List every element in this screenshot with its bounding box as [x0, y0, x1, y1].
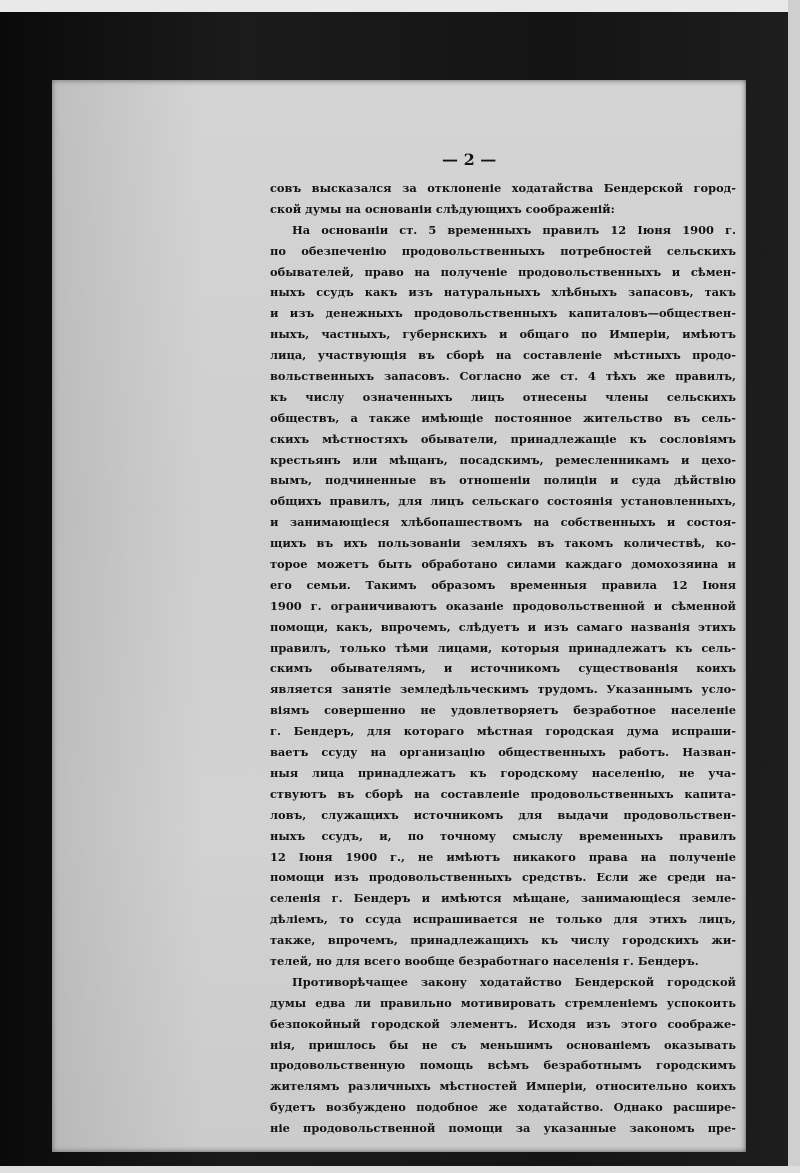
- text-line: ствуютъ въ сборѣ на составленіе продовольственныхъ капита-: [270, 786, 736, 801]
- text-line: совъ высказался за отклоненіе ходатайства Бендерской город-: [270, 181, 736, 195]
- text-line: будетъ возбуждено подобное же ходатайство. Однако расшире-: [270, 1100, 736, 1115]
- text-line: торое можетъ быть обработано силами каждаго домохозяина и: [270, 557, 736, 572]
- text-line: къ числу означенныхъ лицъ отнесены члены сельскихъ: [270, 389, 736, 404]
- text-line: обывателей, право на полученіе продовольственныхъ и сѣмен-: [270, 264, 736, 279]
- text-line: дѣліемъ, то ссуда испрашивается не только для этихъ лицъ,: [270, 912, 736, 927]
- text-line: обществъ, а также имѣющіе постоянное жительство въ сель-: [270, 410, 736, 425]
- document-page: [52, 80, 746, 1152]
- text-line: ваетъ ссуду на организацію общественныхъ работъ. Назван-: [270, 745, 736, 760]
- text-line: безпокойный городской элементъ. Исходя изъ этого соображе-: [270, 1016, 736, 1031]
- text-line: продовольственную помощь всѣмъ безработнымъ городскимъ: [270, 1058, 736, 1073]
- text-line: Противорѣчащее закону ходатайство Бендерской городской: [292, 974, 736, 989]
- text-line: помощи изъ продовольственныхъ средствъ. Если же среди на-: [270, 870, 736, 885]
- text-line: помощи, какъ, впрочемъ, слѣдуетъ и изъ самаго названія этихъ: [270, 619, 736, 634]
- text-line: общихъ правилъ, для лицъ сельскаго состоянія установленныхъ,: [270, 494, 736, 509]
- text-line: также, впрочемъ, принадлежащихъ къ числу городскихъ жи-: [270, 933, 736, 948]
- text-line: ловъ, служащихъ источникомъ для выдачи продовольствен-: [270, 807, 736, 822]
- text-line: и занимающіеся хлѣбопашествомъ на собственныхъ и состоя-: [270, 515, 736, 530]
- text-line: вымъ, подчиненные въ отношеніи полиціи и суда дѣйствію: [270, 473, 736, 488]
- text-line: его семьи. Такимъ образомъ временныя правила 12 Іюня: [270, 577, 736, 592]
- text-line: 12 Іюня 1900 г., не имѣютъ никакого права на полученіе: [270, 849, 736, 864]
- body-text: [270, 178, 736, 1139]
- text-line: г. Бендеръ, для котораго мѣстная городская дума испраши-: [270, 724, 736, 739]
- text-line: телей, но для всего вообще безработнаго населенія г. Бендеръ.: [270, 953, 699, 968]
- film-edge-top: [0, 0, 800, 12]
- film-edge-bottom: [0, 1166, 800, 1173]
- text-line: 1900 г. ограничиваютъ оказаніе продовольственной и сѣменной: [270, 598, 736, 613]
- page-number: — 2 —: [442, 150, 497, 169]
- text-line: скимъ обывателямъ, и источникомъ существованія коихъ: [270, 661, 736, 676]
- text-line: вольственныхъ запасовъ. Согласно же ст. 4 тѣхъ же правилъ,: [270, 369, 736, 384]
- text-line: селенія г. Бендеръ и имѣются мѣщане, занимающіеся земле-: [270, 891, 736, 906]
- text-line: ніе продовольственной помощи за указанные закономъ пре-: [270, 1121, 736, 1136]
- bleed-through-shade: [52, 80, 202, 1152]
- text-line: На основаніи ст. 5 временныхъ правилъ 12 Іюня 1900 г.: [292, 222, 736, 237]
- text-line: скихъ мѣстностяхъ обыватели, принадлежащіе къ сословіямъ: [270, 431, 736, 446]
- text-line: крестьянъ или мѣщанъ, посадскимъ, ремесленникамъ и цехо-: [270, 452, 736, 467]
- text-line: нія, пришлось бы не съ меньшимъ основаніемъ оказывать: [270, 1037, 736, 1052]
- text-line: ныхъ ссудъ, и, по точному смыслу временныхъ правилъ: [270, 828, 736, 843]
- text-line: лица, участвующія въ сборѣ на составленіе мѣстныхъ продо-: [270, 348, 736, 363]
- text-line: и изъ денежныхъ продовольственныхъ капиталовъ—обществен-: [270, 306, 736, 321]
- film-edge-right: [788, 0, 800, 1173]
- text-line: ской думы на основаніи слѣдующихъ соображеній:: [270, 201, 615, 216]
- text-line: думы едва ли правильно мотивировать стремленіемъ успокоить: [270, 995, 736, 1010]
- text-line: жителямъ различныхъ мѣстностей Имперіи, относительно коихъ: [270, 1079, 736, 1094]
- text-line: ныхъ, частныхъ, губернскихъ и общаго по Имперіи, имѣютъ: [270, 327, 736, 342]
- text-line: ныхъ ссудъ какъ изъ натуральныхъ хлѣбныхъ запасовъ, такъ: [270, 285, 736, 300]
- text-line: ныя лица принадлежатъ къ городскому населенію, не уча-: [270, 765, 736, 780]
- text-line: по обезпеченію продовольственныхъ потребностей сельскихъ: [270, 243, 736, 258]
- text-line: віямъ совершенно не удовлетворяетъ безработное населеніе: [270, 703, 736, 718]
- text-line: правилъ, только тѣми лицами, которыя принадлежатъ къ сель-: [270, 640, 736, 655]
- text-line: является занятіе земледѣльческимъ трудомъ. Указаннымъ усло-: [270, 682, 736, 697]
- text-line: щихъ въ ихъ пользованіи земляхъ въ такомъ количествѣ, ко-: [270, 536, 736, 551]
